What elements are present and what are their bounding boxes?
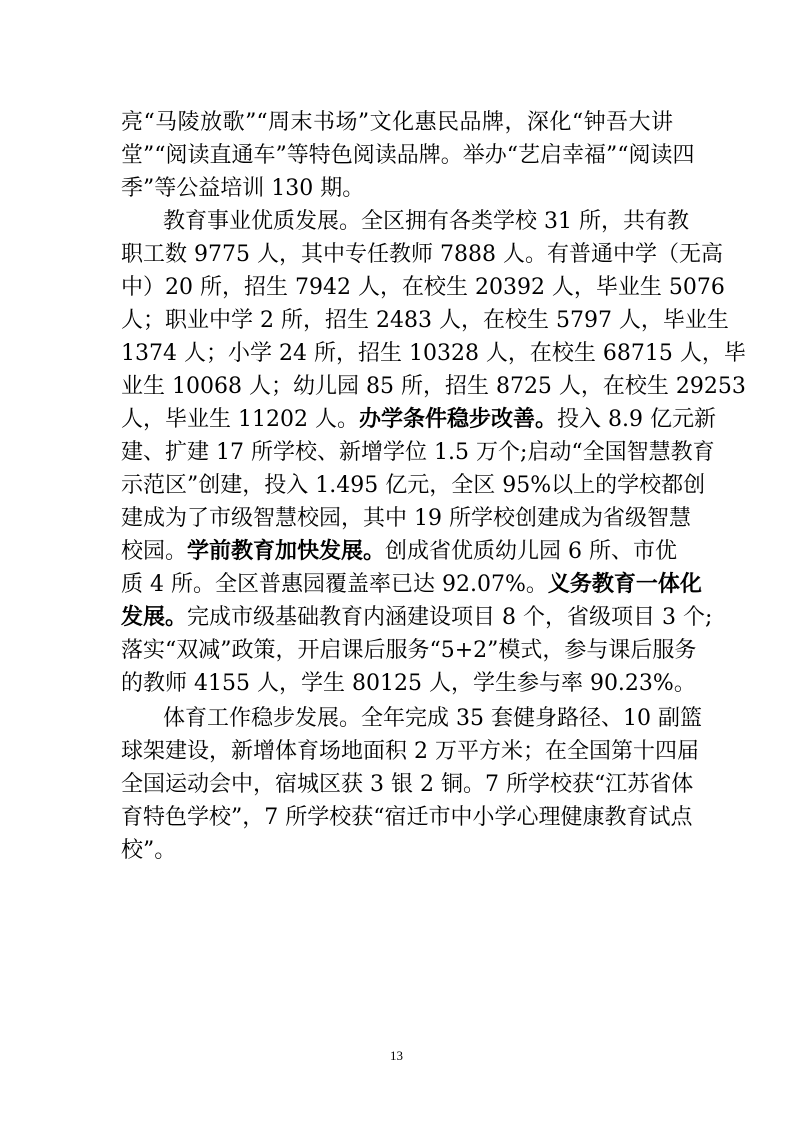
text-line [121, 737, 699, 767]
text-span: 建成为了市级智慧校园，其中 19 所学校创建成为省级智慧 [121, 506, 691, 531]
text-span: 季”等公益培训 130 期。 [121, 176, 365, 201]
section-heading-school-conditions: 办学条件稳步改善。 [358, 407, 557, 432]
text-line [121, 570, 702, 600]
text-line [121, 770, 694, 800]
text-line [121, 405, 716, 435]
text-line [121, 537, 678, 567]
text-line [121, 438, 715, 468]
text-span: 亮“马陵放歌”“周末书场”文化惠民品牌，深化“钟吾大讲 [121, 110, 673, 135]
text-span: 全国运动会中，宿城区获 3 银 2 铜。7 所学校获“江苏省体 [121, 772, 694, 797]
text-span: 育特色学校”，7 所学校获“宿迁市中小学心理健康教育试点 [121, 805, 693, 830]
text-line [121, 803, 693, 833]
text-line [121, 174, 673, 204]
section-heading-compulsory-end: 发展。 [121, 605, 188, 630]
text-span: 堂”“阅读直通车”等特色阅读品牌。举办“艺启幸福”“阅读四 [121, 143, 695, 168]
text-line [121, 306, 729, 336]
text-line [121, 504, 691, 534]
text-span: 校”。 [121, 838, 177, 863]
text-span: 落实“双减”政策，开启课后服务“5+2”模式，参与课后服务 [121, 638, 697, 663]
text-span: 质 4 所。全区普惠园覆盖率已达 92.07%。 [121, 572, 548, 597]
text-span: 人，毕业生 11202 人。 [121, 407, 359, 432]
text-span: 业生 10068 人；幼儿园 85 所，招生 8725 人，在校生 29253 [121, 374, 746, 399]
text-span: 1374 人；小学 24 所，招生 10328 人，在校生 68715 人，毕 [121, 341, 746, 366]
text-span: 校园。 [121, 539, 188, 564]
text-span: 人；职业中学 2 所，招生 2483 人，在校生 5797 人，毕业生 [121, 308, 729, 333]
text-line [121, 372, 746, 402]
text-span: 完成市级基础教育内涵建设项目 8 个，省级项目 3 个; [187, 605, 713, 630]
text-span: 职工数 9775 人，其中专任教师 7888 人。有普通中学（无高 [121, 242, 723, 267]
text-span: 投入 8.9 亿元新 [557, 407, 716, 432]
text-span: 体育工作稳步发展。全年完成 35 套健身路径、10 副篮 [163, 706, 702, 731]
text-line [121, 141, 695, 171]
text-span: 的教师 4155 人，学生 80125 人，学生参与率 90.23%。 [121, 671, 696, 696]
text-line [121, 339, 746, 369]
text-span: 球架建设，新增体育场地面积 2 万平方米；在全国第十四届 [121, 739, 699, 764]
text-line [121, 669, 696, 699]
text-line [121, 240, 723, 270]
text-span: 建、扩建 17 所学校、新增学位 1.5 万个;启动“全国智慧教育 [121, 440, 715, 465]
section-heading-preschool: 学前教育加快发展。 [187, 539, 386, 564]
text-line [121, 836, 673, 866]
section-heading-compulsory: 义务教育一体化 [547, 572, 702, 597]
text-line [163, 207, 689, 237]
text-line [121, 636, 697, 666]
text-line [121, 603, 713, 633]
page-number: 13 [390, 1048, 403, 1063]
text-span: 教育事业优质发展。全区拥有各类学校 31 所，共有教 [163, 209, 689, 234]
text-line [121, 273, 725, 303]
text-span: 中）20 所，招生 7942 人，在校生 20392 人，毕业生 5076 [121, 275, 725, 300]
text-span: 示范区”创建，投入 1.495 亿元，全区 95%以上的学校都创 [121, 473, 706, 498]
text-span: 创成省优质幼儿园 6 所、市优 [385, 539, 678, 564]
text-line [121, 471, 706, 501]
text-line [121, 108, 673, 138]
text-line [163, 704, 702, 734]
